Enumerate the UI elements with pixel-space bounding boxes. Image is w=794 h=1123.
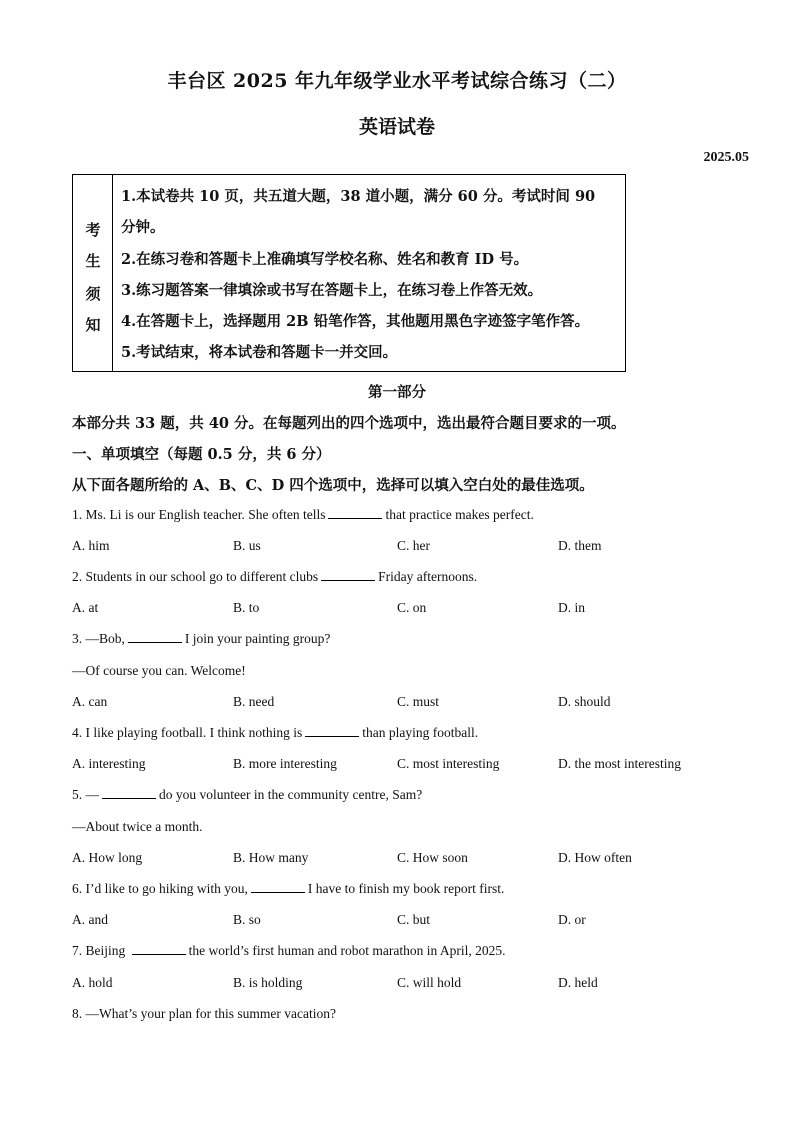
question-stem: 1. Ms. Li is our English teacher. She often tells xyxy=(72,507,326,522)
question-4 xyxy=(72,725,478,741)
option-b: B. to xyxy=(233,600,260,615)
option-c: C. on xyxy=(397,600,427,615)
answer-blank xyxy=(251,882,305,893)
question-stem-end: than playing football. xyxy=(362,725,479,740)
question-stem-end: I join your painting group? xyxy=(184,631,331,646)
option-d: D. in xyxy=(558,600,585,615)
question-stem-end: I have to finish my book report first. xyxy=(307,881,505,896)
question-stem: 2. Students in our school go to different clubs xyxy=(72,569,319,584)
option-c: C. How soon xyxy=(397,850,468,865)
question-8 xyxy=(72,1006,336,1022)
option-d: D. them xyxy=(558,538,602,553)
answer-blank xyxy=(128,632,182,643)
part-intro: 本部分共 33 题，共 40 分。在每题列出的四个选项中，选出最符合题目要求的一项。 xyxy=(72,415,626,432)
question-stem-end: the world’s first human and robot marathon in April, 2025. xyxy=(188,943,506,958)
option-b: B. more interesting xyxy=(233,756,337,771)
option-d: D. or xyxy=(558,912,586,927)
option-a: A. How long xyxy=(72,850,143,865)
section-heading: 一、单项填空（每题 0.5 分，共 6 分） xyxy=(72,446,331,463)
question-stem: 4. I like playing football. I think nothing is xyxy=(72,725,303,740)
question-reply: —About twice a month. xyxy=(72,819,203,834)
option-b: B. is holding xyxy=(233,975,303,990)
answer-blank xyxy=(328,508,382,519)
question-stem: 5. — xyxy=(72,787,99,802)
option-a: A. and xyxy=(72,912,108,927)
answer-blank xyxy=(102,788,156,799)
option-d: D. How often xyxy=(558,850,632,865)
option-c: C. most interesting xyxy=(397,756,500,771)
question-stem-end: that practice makes perfect. xyxy=(385,507,534,522)
notice-label-column xyxy=(73,175,113,371)
question-stem: 6. I’d like to go hiking with you, xyxy=(72,881,248,896)
option-d: D. should xyxy=(558,694,611,709)
notice-item: 1.本试卷共 10 页，共五道大题，38 道小题，满分 60 分。考试时间 90 xyxy=(121,188,596,205)
question-stem: 3. —Bob, xyxy=(72,631,125,646)
option-c: C. must xyxy=(397,694,440,709)
option-c: C. but xyxy=(397,912,431,927)
question-stem: 7. Beijing xyxy=(72,943,129,958)
option-c: C. her xyxy=(397,538,430,553)
question-5 xyxy=(72,787,422,803)
option-b: B. us xyxy=(233,538,261,553)
exam-title: 丰台区 2025 年九年级学业水平考试综合练习（二） xyxy=(167,70,627,92)
answer-blank xyxy=(305,726,359,737)
notice-item: 5.考试结束，将本试卷和答题卡一并交回。 xyxy=(121,344,398,361)
question-7 xyxy=(72,943,505,959)
option-b: B. How many xyxy=(233,850,309,865)
exam-date: 2025.05 xyxy=(703,150,749,165)
option-b: B. need xyxy=(233,694,275,709)
notice-label-char: 生 xyxy=(85,252,101,270)
question-2 xyxy=(72,569,477,585)
exam-subtitle: 英语试卷 xyxy=(358,116,435,138)
question-stem: 8. —What’s your plan for this summer vacation? xyxy=(72,1006,336,1021)
question-3 xyxy=(72,631,330,647)
answer-blank xyxy=(321,570,375,581)
option-b: B. so xyxy=(233,912,261,927)
question-6 xyxy=(72,881,504,897)
candidate-notice-box xyxy=(72,174,626,372)
option-d: D. the most interesting xyxy=(558,756,681,771)
notice-item: 2.在练习卷和答题卡上准确填写学校名称、姓名和教育 ID 号。 xyxy=(121,251,529,268)
option-a: A. can xyxy=(72,694,108,709)
option-c: C. will hold xyxy=(397,975,462,990)
question-stem-end: do you volunteer in the community centre, Sam? xyxy=(159,787,423,802)
notice-item: 4.在答题卡上，选择题用 2B 铅笔作答，其他题用黑色字迹签字笔作答。 xyxy=(121,313,590,330)
section-instruction: 从下面各题所给的 A、B、C、D 四个选项中，选择可以填入空白处的最佳选项。 xyxy=(72,477,594,494)
option-a: A. him xyxy=(72,538,110,553)
notice-label-char: 知 xyxy=(85,316,101,334)
part-title: 第一部分 xyxy=(368,384,426,401)
notice-label-char: 考 xyxy=(85,221,101,239)
question-stem-end: Friday afternoons. xyxy=(378,569,478,584)
option-d: D. held xyxy=(558,975,598,990)
option-a: A. hold xyxy=(72,975,113,990)
answer-blank xyxy=(132,944,186,955)
notice-item: 3.练习题答案一律填涂或书写在答题卡上，在练习卷上作答无效。 xyxy=(121,282,543,299)
question-reply: —Of course you can. Welcome! xyxy=(72,663,246,678)
option-a: A. at xyxy=(72,600,99,615)
option-a: A. interesting xyxy=(72,756,146,771)
notice-label-char: 须 xyxy=(85,285,101,303)
notice-item: 分钟。 xyxy=(121,219,165,236)
question-1 xyxy=(72,507,534,523)
